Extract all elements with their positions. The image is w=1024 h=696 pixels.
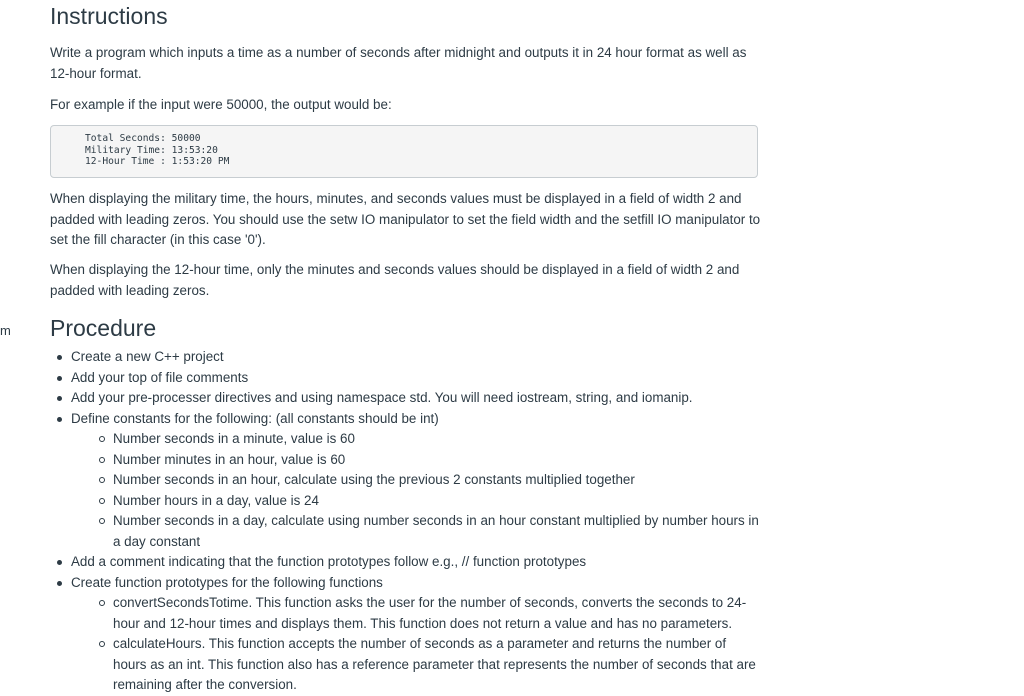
instructions-heading: Instructions <box>50 3 168 29</box>
constant-text: Number seconds in a day, calculate using number seconds in an hour constant multiplied by number hours in a day constant <box>113 513 759 549</box>
function-description-text: calculateHours. This function accepts the number of seconds as a parameter and returns the number of hours as an int. This function also has a reference parameter that represents the number of seconds that are remaining after the conversion. <box>113 636 756 692</box>
list-item <box>92 511 762 552</box>
example-output-code-block <box>50 125 758 178</box>
list-item <box>92 470 762 491</box>
constant-text: Number minutes in an hour, value is 60 <box>113 451 346 467</box>
list-item <box>92 491 762 512</box>
list-item <box>50 368 762 389</box>
constant-text: Number seconds in a minute, value is 60 <box>113 431 355 446</box>
procedure-step-text: Add a comment indicating that the function prototypes follow e.g., // function prototypes <box>71 554 587 569</box>
list-item <box>92 593 762 634</box>
procedure-step-text: Add your top of file comments <box>71 369 249 385</box>
constants-list <box>71 429 762 552</box>
functions-list <box>71 593 762 696</box>
procedure-step-text: Add your pre-processer directives and using namespace std. You will need iostream, string, and iomanip. <box>71 390 693 405</box>
list-item <box>50 388 762 409</box>
example-output-code: Total Seconds: 50000 Military Time: 13:53:20 12-Hour Time : 1:53:20 PM <box>85 133 230 167</box>
procedure-step-text: Create function prototypes for the following functions <box>71 574 383 590</box>
function-description-text: convertSecondsTotime. This function asks the user for the number of seconds, converts the seconds to 24-hour and 12-hour times and displays them. This function does not return a value and has no parameters. <box>113 595 747 631</box>
procedure-step-text: Create a new C++ project <box>71 349 224 364</box>
constant-text: Number seconds in an hour, calculate using the previous 2 constants multiplied together <box>113 472 635 487</box>
list-item <box>92 634 762 696</box>
list-item <box>92 429 762 450</box>
instructions-paragraph-3: When displaying the military time, the hours, minutes, and seconds values must be displayed in a field of width 2 and padded with leading zeros. You should use the setw IO manipulator to set the field width and the setfill IO manipulator to set the fill character (in this case '0'). <box>50 191 761 247</box>
list-item <box>50 347 762 368</box>
procedure-list <box>50 347 762 696</box>
list-item <box>50 573 762 696</box>
list-item <box>50 409 762 553</box>
instructions-paragraph-2: For example if the input were 50000, the output would be: <box>50 97 392 112</box>
instructions-paragraph-4: When displaying the 12-hour time, only the minutes and seconds values should be displayed in a field of width 2 and padded with leading zeros. <box>50 262 740 298</box>
edge-text-fragment: m <box>0 323 11 338</box>
procedure-heading: Procedure <box>50 315 157 341</box>
constant-text: Number hours in a day, value is 24 <box>113 492 319 508</box>
list-item <box>92 450 762 471</box>
instructions-paragraph-1: Write a program which inputs a time as a number of seconds after midnight and outputs it in 24 hour format as well as 12-hour format. <box>50 45 747 81</box>
procedure-step-text: Define constants for the following: (all constants should be int) <box>71 410 439 426</box>
list-item <box>50 552 762 573</box>
